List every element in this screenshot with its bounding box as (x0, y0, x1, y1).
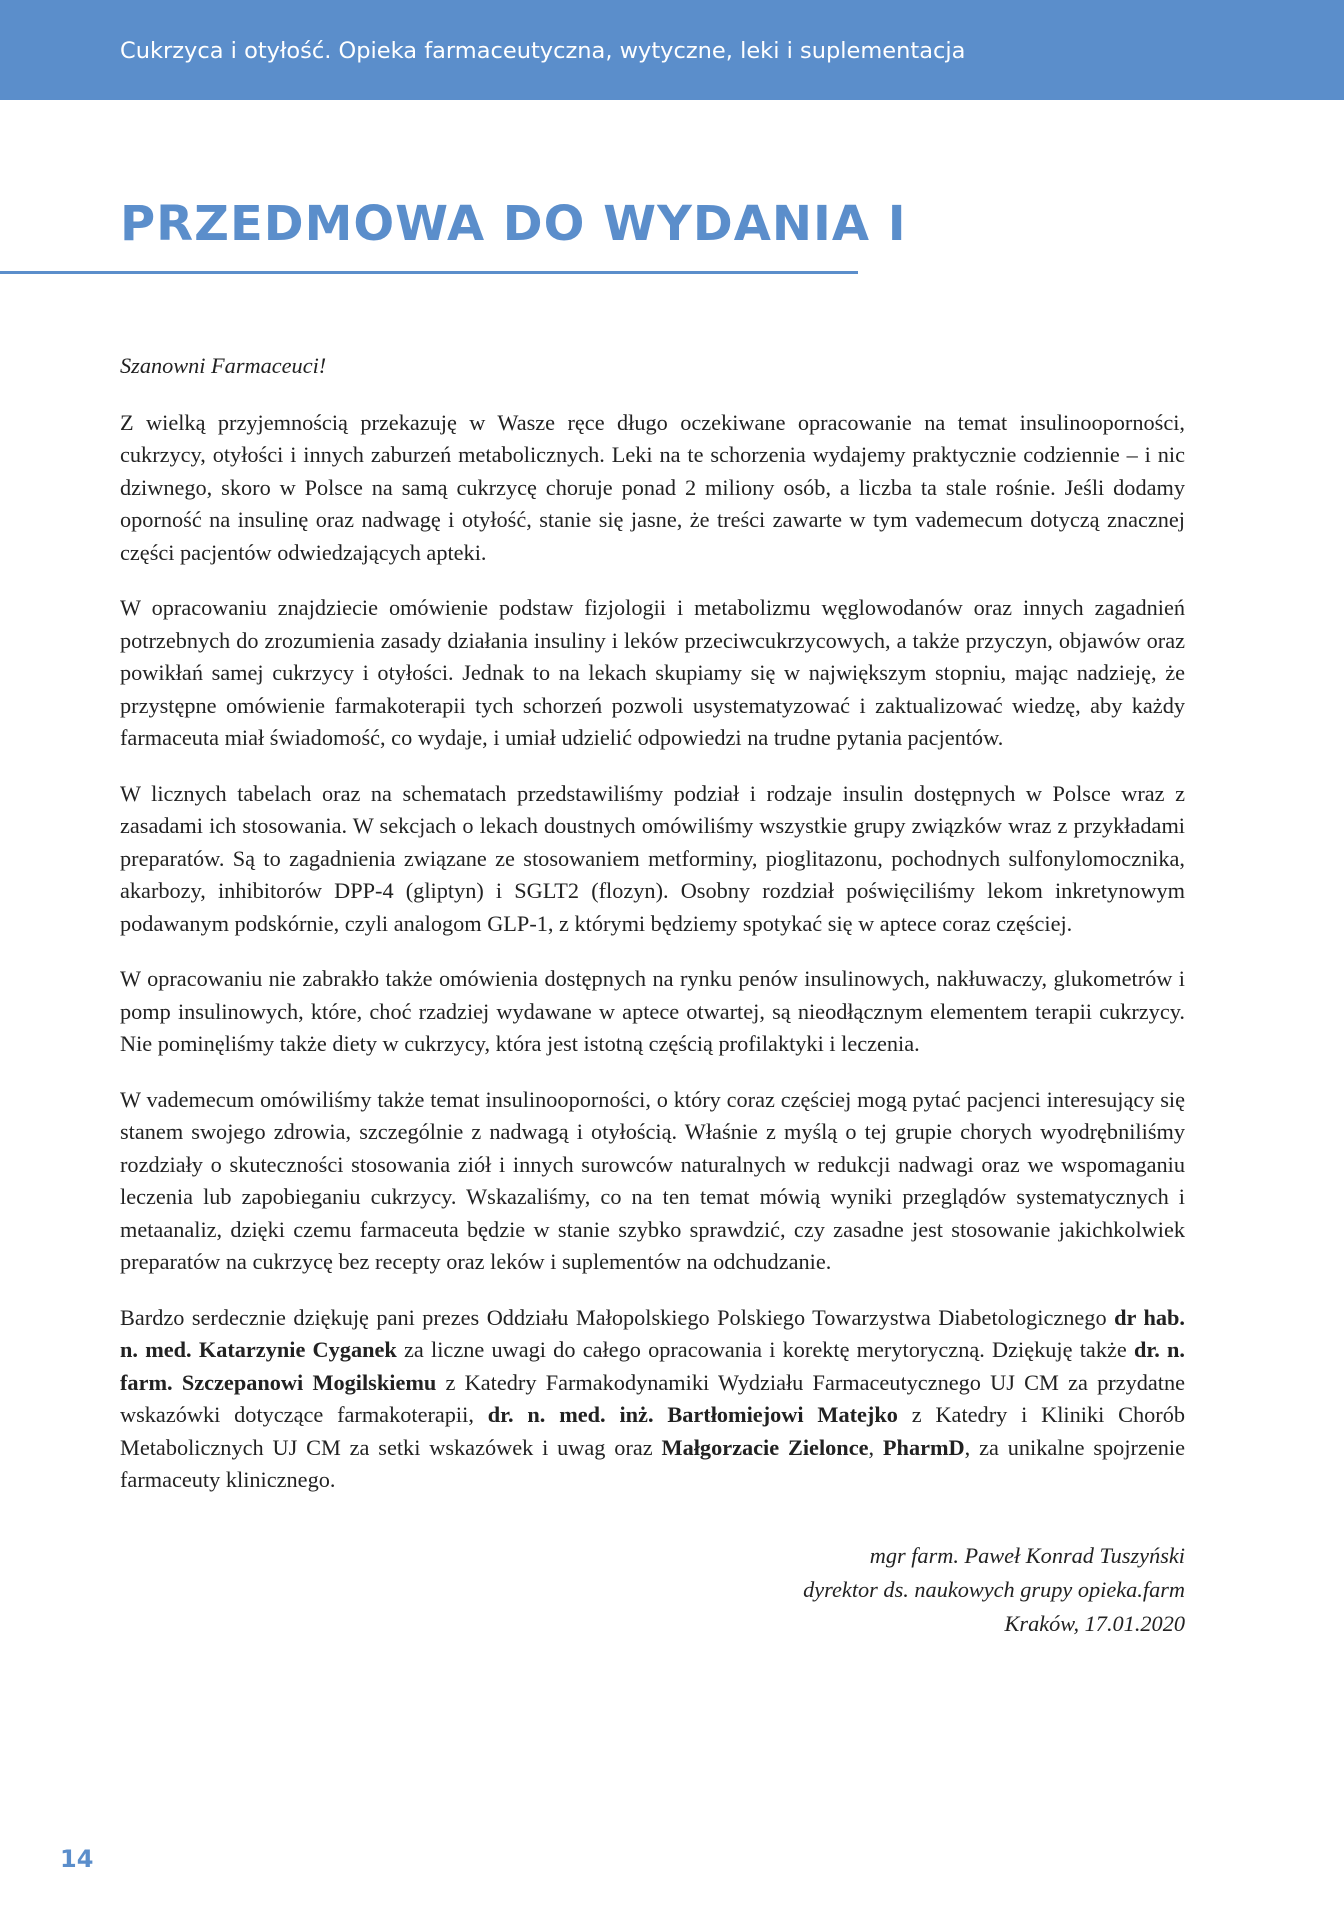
paragraph-5: W vademecum omówiliśmy także temat insulinooporności, o który coraz częściej mogą pytać pacjenci interesujący się stanem swojego zdrowia, szczególnie z nadwagą i otyłością. Właśnie z myślą o tej grupie chorych wyodrębniliśmy rozdziały o skuteczności stosowania ziół i innych surowców naturalnych w redukcji nadwagi oraz we wspomaganiu leczenia lub zapobieganiu cukrzycy. Wskazaliśmy, co na ten temat mówią wyniki przeglądów systematycznych i metaanaliz, dzięki czemu farmaceuta będzie w stanie szybko sprawdzić, czy zasadne jest stosowanie jakichkolwiek preparatów na cukrzycę bez recepty oraz leków i suplementów na odchudzanie. (120, 1086, 1185, 1274)
header-band (0, 0, 1344, 100)
paragraph-2: W opracowaniu znajdziecie omówienie podstaw fizjologii i metabolizmu węglowodanów oraz innych zagadnień potrzebnych do zrozumienia zasady działania insuliny i leków przeciwcukrzycowych, a także przyczyn, objawów oraz powikłań samej cukrzycy i otyłości. Jednak to na lekach skupiamy się w największym stopniu, mając nadzieję, że przystępne omówienie farmakoterapii tych schorzeń pozwoli usystematyzować i zaktualizować wiedzę, aby każdy farmaceuta miał świadomość, co wydaje, i umiał udzielić odpowiedzi na trudne pytania pacjentów. (120, 595, 1185, 750)
signature-name: mgr farm. Paweł Konrad Tuszyński (869, 1542, 1185, 1568)
paragraph-4: W opracowaniu nie zabrakło także omówienia dostępnych na rynku penów insulinowych, nakłuwaczy, glukometrów i pomp insulinowych, które, choć rzadziej wydawane w aptece otwartej, są nieodłącznym elementem terapii cukrzycy. Nie pominęliśmy także diety w cukrzycy, która jest istotną częścią profilaktyki i leczenia. (120, 966, 1185, 1056)
preface-body (120, 350, 1185, 1641)
ack-text: z Katedry Farmakodynamiki Wydziału Farmaceutycznego UJ CM za przydatne wskazówki dotyczące farmakoterapii, (120, 1369, 1185, 1427)
ack-text: za liczne uwagi do całego opracowania i korektę merytoryczną. Dziękuję także (396, 1337, 1134, 1362)
ack-text: z Katedry i Kliniki Chorób Metabolicznych UJ CM za setki wskazówek i uwag oraz (120, 1402, 1186, 1460)
ack-name: PharmD (882, 1434, 965, 1460)
ack-name: dr. n. farm. Szczepanowi Mogilskiemu (120, 1337, 1185, 1395)
acknowledgements-paragraph (120, 1302, 1185, 1497)
heading-underline (0, 271, 858, 274)
ack-name: dr. n. med. inż. Bartłomiejowi Matejko (487, 1402, 898, 1427)
running-header-title: Cukrzyca i otyłość. Opieka farmaceutyczna, wytyczne, leki i suplementacja (120, 38, 966, 64)
page-number: 14 (60, 1845, 94, 1873)
signature-role: dyrektor ds. naukowych grupy opieka.farm (803, 1576, 1185, 1602)
ack-name: dr hab. n. med. Katarzynie Cyganek (120, 1304, 1185, 1362)
paragraph-1: Z wielką przyjemnością przekazuję w Wasze ręce długo oczekiwane opracowanie na temat insulinooporności, cukrzycy, otyłości i innych zaburzeń metabolicznych. Leki na te schorzenia wydajemy praktycznie codziennie – i nic dziwnego, skoro w Polsce na samą cukrzycę choruje ponad 2 miliony osób, a liczba ta stale rośnie. Jeśli dodamy oporność na insulinę oraz nadwagę i otyłość, stanie się jasne, że treści zawarte w tym vademecum dotyczą znacznej części pacjentów odwiedzających apteki. (120, 409, 1185, 565)
ack-text: , (868, 1434, 883, 1460)
ack-text: Bardzo serdecznie dziękuję pani prezes Oddziału Małopolskiego Polskiego Towarzystwa Diabetologicznego (120, 1304, 1115, 1330)
signature-place-date: Kraków, 17.01.2020 (1004, 1610, 1185, 1636)
page-heading: PRZEDMOWA DO WYDANIA I (120, 196, 907, 252)
ack-text: , za unikalne spojrzenie farmaceuty klinicznego. (120, 1434, 1185, 1492)
salutation: Szanowni Farmaceuci! (120, 353, 327, 378)
paragraph-3: W licznych tabelach oraz na schematach przedstawiliśmy podział i rodzaje insulin dostępnych w Polsce wraz z zasadami ich stosowania. W sekcjach o lekach doustnych omówiliśmy wszystkie grupy związków wraz z przykładami preparatów. Są to zagadnienia związane ze stosowaniem metforminy, pioglitazonu, pochodnych sulfonylomocznika, akarbozy, inhibitorów DPP-4 (gliptyn) i SGLT2 (flozyn). Osobny rozdział poświęciliśmy lekom inkretynowym podawanym podskórnie, czyli analogom GLP-1, z którymi będziemy spotykać się w aptece coraz częściej. (120, 780, 1185, 936)
ack-name: Małgorzacie Zielonce (661, 1434, 869, 1460)
signature-block (120, 1539, 1185, 1641)
